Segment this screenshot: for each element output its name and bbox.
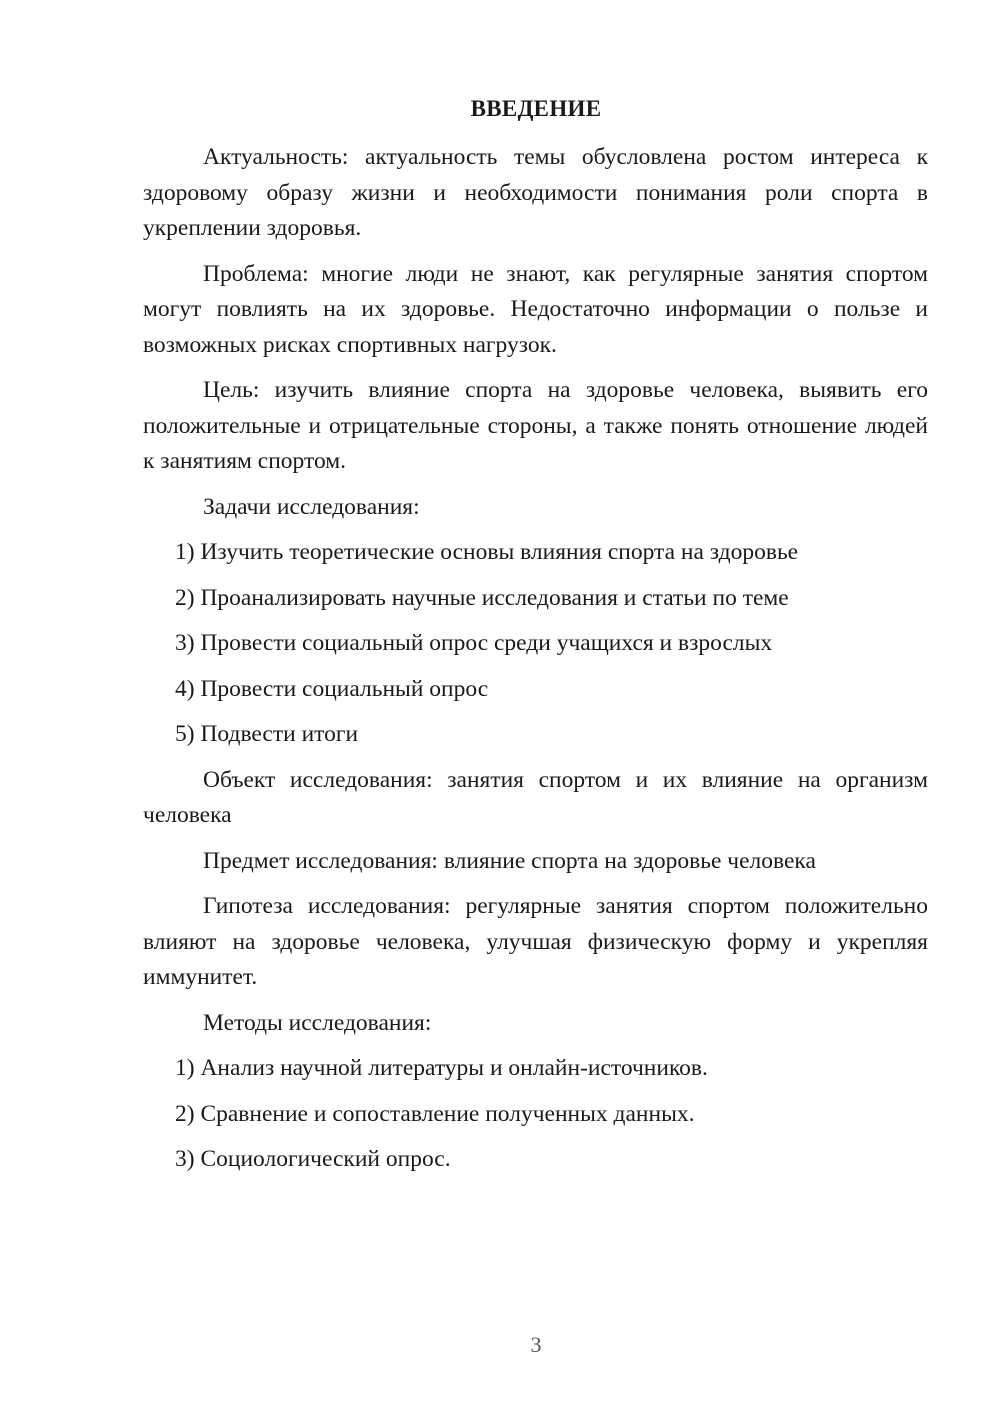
page-title: ВВЕДЕНИЕ: [470, 96, 602, 121]
methods-list: [143, 1051, 928, 1178]
list-item: 3) Социологический опрос.: [175, 1146, 451, 1172]
page-number: 3: [530, 1332, 542, 1357]
document-body: [143, 140, 928, 1188]
tasks-heading: Задачи исследования:: [203, 493, 420, 520]
methods-heading: Методы исследования:: [203, 1009, 432, 1036]
paragraph-subject: Предмет исследования: влияние спорта на здоровье человека: [203, 847, 816, 874]
list-item: 5) Подвести итоги: [175, 721, 359, 747]
paragraph-goal: Цель: изучить влияние спорта на здоровье человека, выявить его положительные и отрицательные стороны, а также понять отношение людей к занятиям спортом.: [143, 377, 928, 474]
paragraph-hypothesis: Гипотеза исследования: регулярные занятия спортом положительно влияют на здоровье человека, улучшая физическую форму и укрепляя иммунитет.: [143, 893, 928, 990]
paragraph-relevance: Актуальность: актуальность темы обусловлена ростом интереса к здоровому образу жизни и необходимости понимания роли спорта в укреплении здоровья.: [143, 144, 928, 241]
tasks-list: [143, 535, 928, 753]
list-item: 4) Провести социальный опрос: [175, 675, 489, 702]
list-item: 2) Проанализировать научные исследования и статьи по теме: [175, 584, 789, 611]
paragraph-object: Объект исследования: занятия спортом и их влияние на организм человека: [143, 766, 928, 828]
list-item: 1) Анализ научной литературы и онлайн-источников.: [175, 1055, 708, 1081]
paragraph-problem: Проблема: многие люди не знают, как регулярные занятия спортом могут повлиять на их здоровье. Недостаточно информации о пользе и возможных рисках спортивных нагрузок.: [143, 260, 928, 358]
list-item: 2) Сравнение и сопоставление полученных данных.: [175, 1100, 695, 1127]
list-item: 1) Изучить теоретические основы влияния спорта на здоровье: [175, 539, 799, 565]
list-item: 3) Провести социальный опрос среди учащихся и взрослых: [175, 630, 773, 656]
